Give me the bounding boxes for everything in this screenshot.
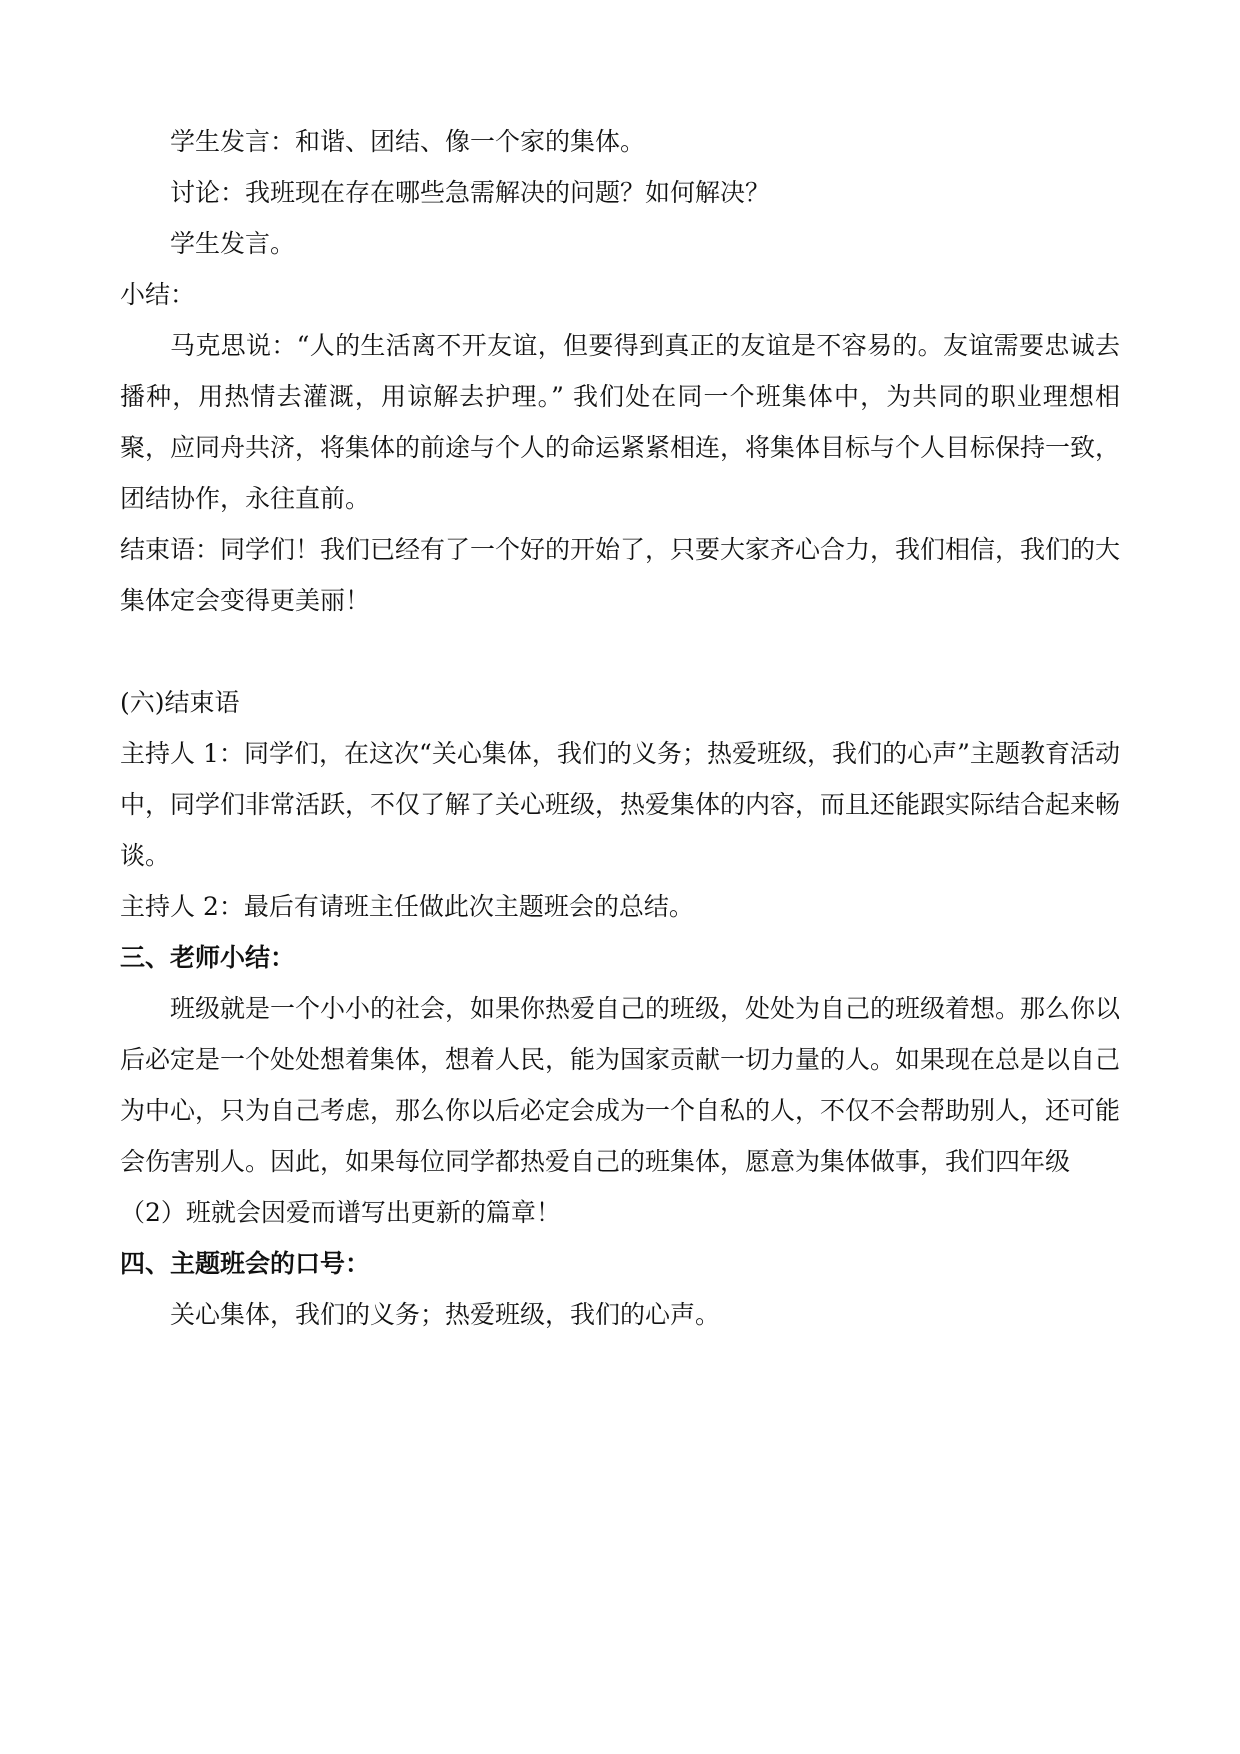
student-speech-paragraph: 学生发言：和谐、团结、像一个家的集体。 — [170, 127, 646, 156]
teacher-summary-paragraph: 班级就是一个小小的社会，如果你热爱自己的班级，处处为自己的班级着想。那么你以后必定是一个处处想着集体，想着人民，能为国家贡献一切力量的人。如果现在总是以自己为中心，只为自己考虑，那么你以后必定会成为一个自私的人，不仅不会帮助别人，还可能会伤害别人。因此，如果每位同学都热爱自己的班集体，愿意为集体做事，我们四年级 — [120, 994, 1121, 1176]
host-1-paragraph: 主持人 1：同学们，在这次“关心集体，我们的义务；热爱班级，我们的心声”主题教育活动中，同学们非常活跃，不仅了解了关心班级，热爱集体的内容，而且还能跟实际结合起来畅谈。 — [120, 739, 1121, 870]
slogan-heading: 四、主题班会的口号： — [120, 1249, 371, 1278]
discussion-paragraph: 讨论：我班现在存在哪些急需解决的问题？如何解决？ — [170, 178, 771, 207]
spacer — [120, 626, 1120, 677]
teacher-summary-paragraph-end: （2）班就会因爱而谱写出更新的篇章！ — [120, 1198, 561, 1227]
teacher-summary-heading: 三、老师小结： — [120, 943, 296, 972]
slogan-paragraph: 关心集体，我们的义务；热爱班级，我们的心声。 — [170, 1300, 721, 1329]
host-2-paragraph: 主持人 2：最后有请班主任做此次主题班会的总结。 — [120, 892, 694, 921]
summary-label: 小结： — [120, 280, 196, 309]
student-speech-paragraph-2: 学生发言。 — [170, 229, 296, 258]
marx-quote-paragraph: 马克思说：“人的生活离不开友谊，但要得到真正的友谊是不容易的。友谊需要忠诚去播种，用热情去灌溉，用谅解去护理。” 我们处在同一个班集体中，为共同的职业理想相聚，应同舟共济，将集体的前途与个人的命运紧紧相连，将集体目标与个人目标保持一致，团结协作，永往直前。 — [120, 331, 1121, 513]
section-six-heading: (六)结束语 — [120, 688, 240, 717]
closing-remark-paragraph: 结束语：同学们！我们已经有了一个好的开始了，只要大家齐心合力，我们相信，我们的大集体定会变得更美丽！ — [120, 535, 1121, 615]
document-body — [120, 116, 1120, 1340]
